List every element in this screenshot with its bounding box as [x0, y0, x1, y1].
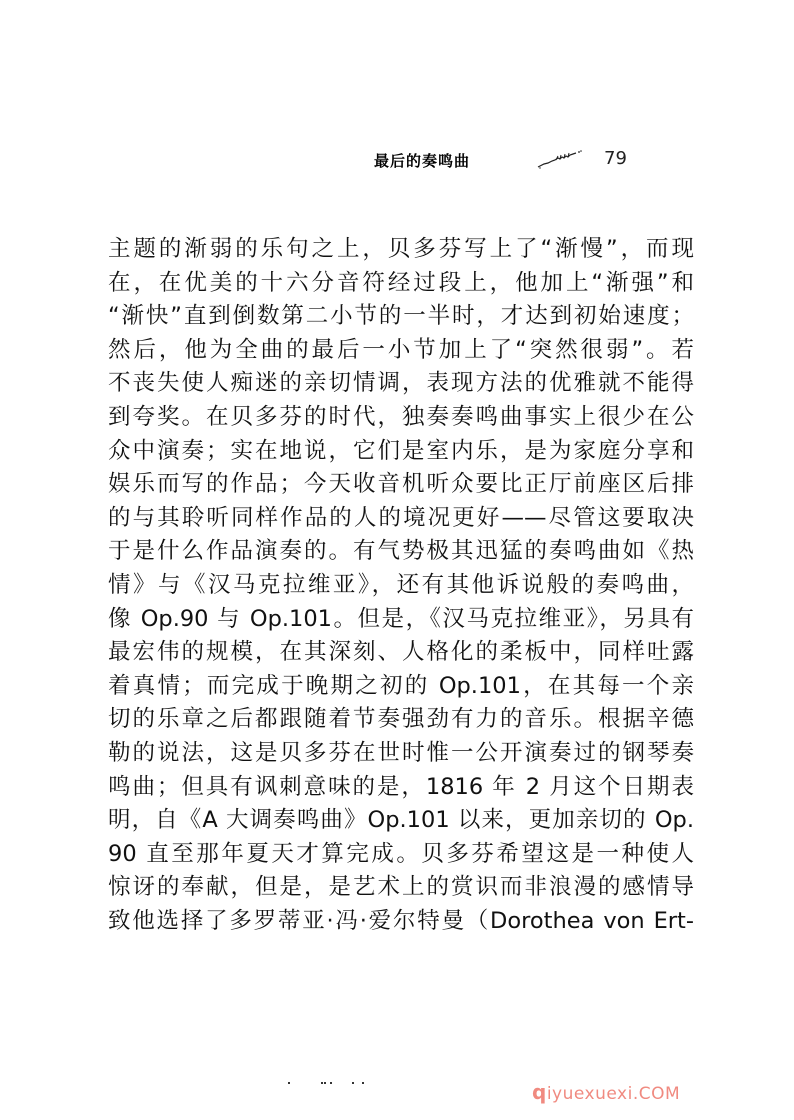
watermark	[532, 1080, 680, 1104]
text-line: 明，自《A 大调奏鸣曲》Op.101 以来，更加亲切的 Op.	[108, 807, 694, 834]
text-line: “渐快”直到倒数第二小节的一半时，才达到初始速度；	[108, 303, 694, 330]
text-line: 不丧失使人痴迷的亲切情调，表现方法的优雅就不能得	[108, 370, 694, 397]
watermark-logo-q: q	[532, 1080, 547, 1104]
speck	[324, 1082, 326, 1084]
text-line: 惊讶的奉献，但是，是艺术上的赏识而非浪漫的感情导	[108, 874, 694, 901]
text-line: 切的乐章之后都跟随着节奏强劲有力的音乐。根据辛德	[108, 706, 694, 733]
speck	[362, 1082, 364, 1084]
text-line: 到夸奖。在贝多芬的时代，独奏奏鸣曲事实上很少在公	[108, 403, 694, 430]
text-line: 致他选择了多罗蒂亚·冯·爱尔特曼（Dorothea von Ert-	[108, 907, 694, 934]
text-line: 在，在优美的十六分音符经过段上，他加上“渐强”和	[108, 269, 694, 296]
scan-specks	[288, 1082, 428, 1088]
text-line: 着真情；而完成于晚期之初的 Op.101，在其每一个亲	[108, 672, 694, 699]
body-paragraph	[108, 233, 694, 938]
page-number: 79	[604, 148, 627, 169]
text-line: 90 直至那年夏天才算完成。贝多芬希望这是一种使人	[108, 840, 694, 867]
text-line: 情》与《汉马克拉维亚》，还有其他诉说般的奏鸣曲，	[108, 571, 694, 598]
text-line: 众中演奏；实在地说，它们是室内乐，是为家庭分享和	[108, 437, 694, 464]
text-line: 像 Op.90 与 Op.101。但是，《汉马克拉维亚》，另具有	[108, 605, 694, 632]
text-line: 主题的渐弱的乐句之上，贝多芬写上了“渐慢”，而现	[108, 236, 694, 262]
text-line: 最宏伟的规模，在其深刻、人格化的柔板中，同样吐露	[108, 639, 694, 666]
speck	[352, 1082, 354, 1084]
text-line: 于是什么作品演奏的。有气势极其迅猛的奏鸣曲如《热	[108, 538, 694, 565]
watermark-text: iyuexuexi.COM	[546, 1084, 681, 1104]
chapter-title: 最后的奏鸣曲	[374, 152, 471, 170]
speck	[321, 1082, 323, 1084]
text-line: 然后，他为全曲的最后一小节加上了“突然很弱”。若	[108, 336, 694, 363]
speck	[330, 1082, 332, 1084]
text-line: 的与其聆听同样作品的人的境况更好——尽管这要取决	[108, 504, 694, 531]
text-line: 勒的说法，这是贝多芬在世时惟一公开演奏过的钢琴奏	[108, 739, 694, 766]
text-line: 鸣曲；但具有讽刺意味的是，1816 年 2 月这个日期表	[108, 773, 694, 800]
running-header	[374, 146, 674, 176]
flourish-ornament-icon	[536, 148, 584, 170]
speck	[288, 1082, 290, 1084]
text-line: 娱乐而写的作品；今天收音机听众要比正厅前座区后排	[108, 471, 694, 498]
